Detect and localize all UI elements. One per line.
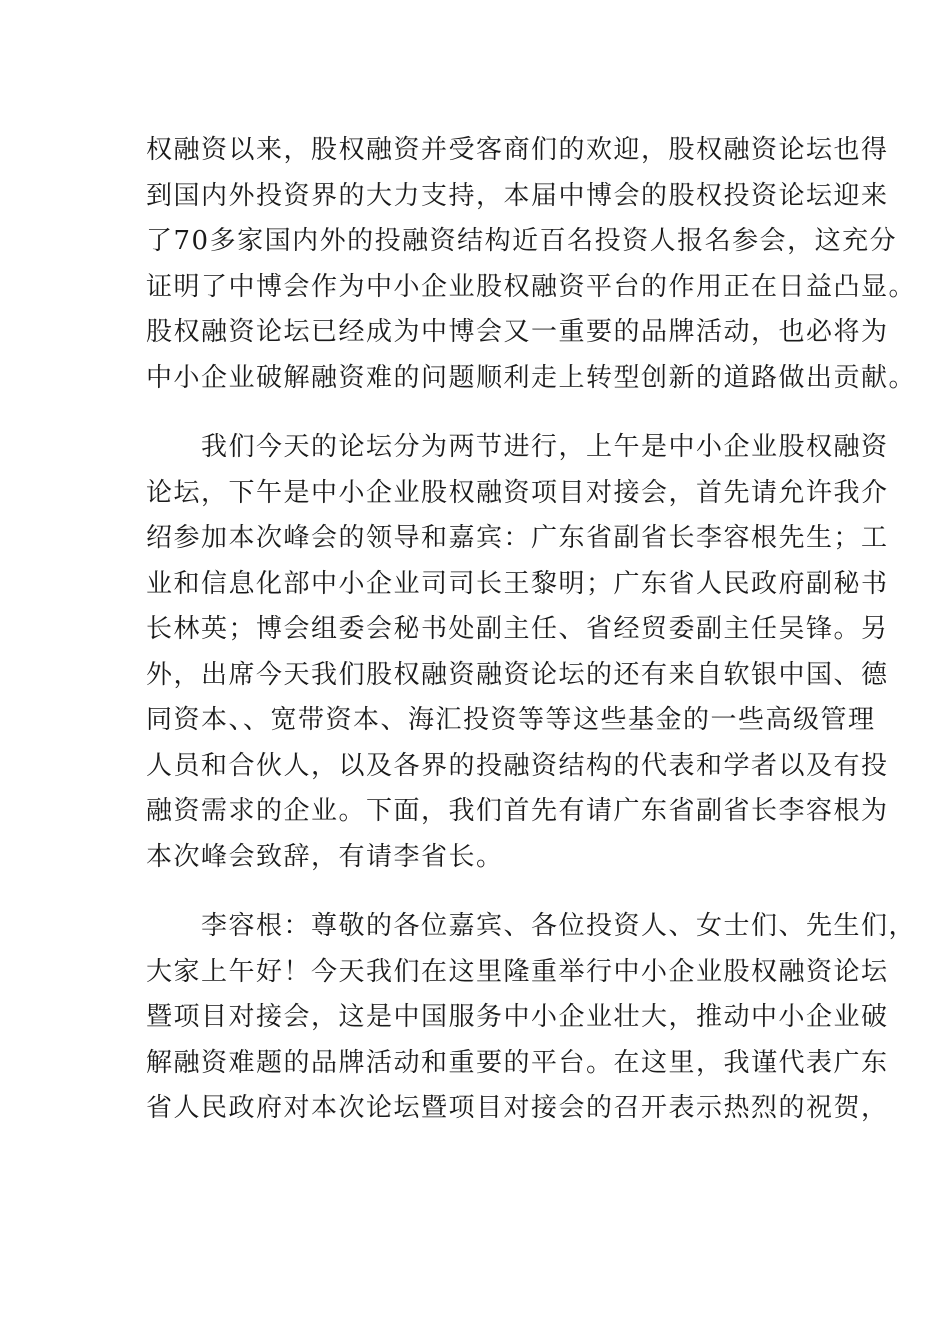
text-line: 大家上午好！今天我们在这里隆重举行中小企业股权融资论坛: [146, 956, 889, 987]
text-line: 李容根：尊敬的各位嘉宾、各位投资人、女士们、先生们，: [146, 911, 917, 941]
text-line: 权融资以来，股权融资并受客商们的欢迎，股权融资论坛也得: [146, 135, 889, 165]
paragraph-3: [146, 904, 917, 1132]
text-line: 解融资难题的品牌活动和重要的平台。在这里，我谨代表广东: [146, 1047, 889, 1078]
paragraph-2: [146, 425, 889, 880]
text-line: 融资需求的企业。下面，我们首先有请广东省副省长李容根为: [146, 796, 889, 826]
text-line: 人员和合伙人，以及各界的投融资结构的代表和学者以及有投: [146, 750, 889, 781]
paragraph-spacer: [146, 401, 806, 425]
text-line: 论坛，下午是中小企业股权融资项目对接会，首先请允许我介: [146, 477, 889, 508]
text-line: 我们今天的论坛分为两节进行，上午是中小企业股权融资: [146, 432, 889, 462]
text-line: 了70多家国内外的投融资结构近百名投资人报名参会，这充分: [146, 226, 898, 256]
text-line: 省人民政府对本次论坛暨项目对接会的召开表示热烈的祝贺，: [146, 1093, 889, 1123]
text-line: 暨项目对接会，这是中国服务中小企业壮大，推动中小企业破: [146, 1002, 889, 1032]
document-body: [146, 128, 917, 1132]
text-line: 业和信息化部中小企业司司长王黎明；广东省人民政府副秘书: [146, 568, 889, 599]
text-line: 本次峰会致辞，有请李省长。: [146, 841, 504, 872]
text-line: 证明了中博会作为中小企业股权融资平台的作用正在日益凸显。: [146, 271, 917, 302]
text-line: 到国内外投资界的大力支持，本届中博会的股权投资论坛迎来: [146, 180, 889, 211]
paragraph-spacer: [146, 880, 806, 904]
text-line: 外，出席今天我们股权融资融资论坛的还有来自软银中国、德: [146, 659, 889, 690]
text-line: 中小企业破解融资难的问题顺利走上转型创新的道路做出贡献。: [146, 362, 917, 393]
text-line: 长林英；博会组委会秘书处副主任、省经贸委副主任吴锋。另: [146, 614, 889, 644]
text-line: 同资本、、宽带资本、海汇投资等等这些基金的一些高级管理: [146, 705, 876, 735]
text-line: 绍参加本次峰会的领导和嘉宾：广东省副省长李容根先生；工: [146, 523, 889, 553]
text-line: 股权融资论坛已经成为中博会又一重要的品牌活动，也必将为: [146, 317, 889, 347]
paragraph-1: [146, 128, 917, 401]
